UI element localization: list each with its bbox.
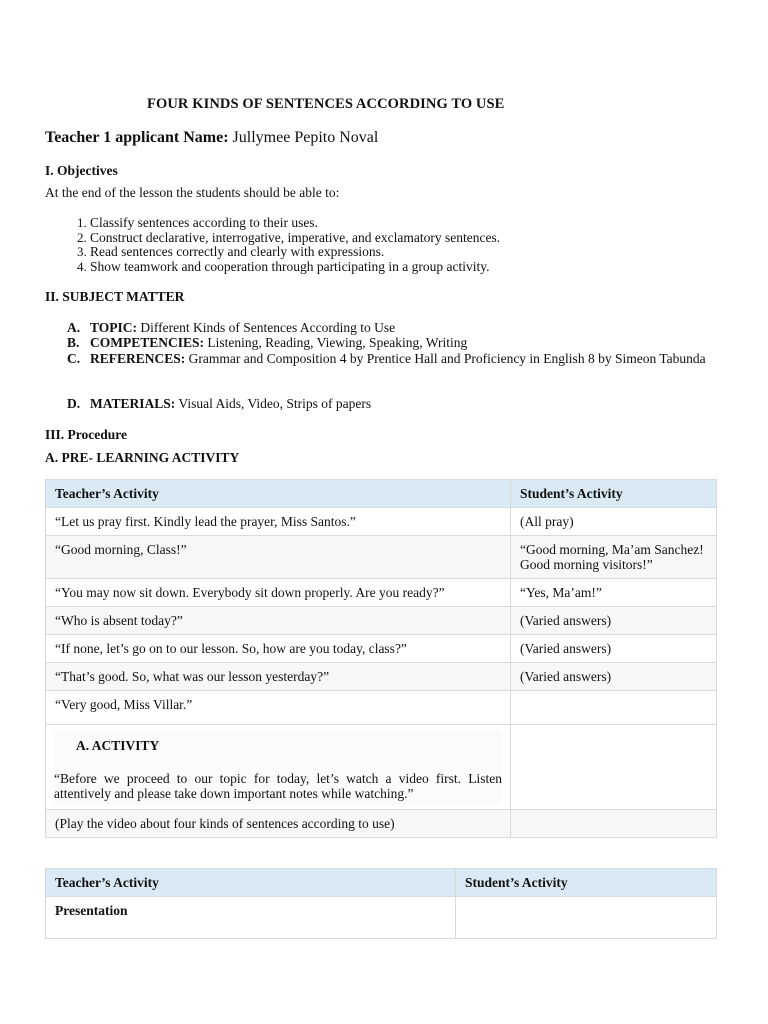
item-letter: A. (67, 320, 81, 335)
objectives-heading: I. Objectives (45, 163, 118, 178)
item-text: Grammar and Composition 4 by Prentice Hall and Proficiency in English 8 by Simeon Tabunda (188, 350, 706, 366)
subject-item-materials-wrap (67, 396, 707, 411)
column-header-teacher: Teacher’s Activity (46, 869, 456, 897)
subject-matter-heading: II. SUBJECT MATTER (45, 289, 185, 304)
student-cell (511, 725, 717, 810)
subject-item-materials (67, 396, 707, 411)
subject-item-references (67, 351, 707, 366)
table-row (46, 635, 717, 663)
column-header-teacher: Teacher’s Activity (46, 480, 511, 508)
activity-heading: A. ACTIVITY (76, 738, 160, 753)
document-title: FOUR KINDS OF SENTENCES ACCORDING TO USE (147, 96, 505, 112)
activity-text: “Before we proceed to our topic for today, let’s watch a video first. Listen attentively and please take down important notes while watching.” (54, 771, 502, 801)
table-row (46, 691, 717, 725)
applicant-label: Teacher 1 applicant Name: (45, 129, 229, 146)
column-header-student: Student’s Activity (511, 480, 717, 508)
objectives-intro: At the end of the lesson the students should be able to: (45, 185, 340, 200)
item-label: TOPIC: (90, 320, 138, 335)
item-text: Different Kinds of Sentences According to Use (140, 320, 396, 335)
teacher-cell: “Let us pray first. Kindly lead the prayer, Miss Santos.” (46, 508, 511, 536)
teacher-cell: “Very good, Miss Villar.” (46, 691, 511, 725)
objective-item: 3. Read sentences correctly and clearly with expressions. (90, 245, 500, 260)
student-cell (511, 691, 717, 725)
procedure-subheading: A. PRE- LEARNING ACTIVITY (45, 450, 240, 465)
table-row (46, 897, 717, 939)
student-cell (511, 810, 717, 838)
pre-learning-table (45, 479, 717, 838)
item-letter: B. (67, 335, 80, 351)
objective-item: 2. Construct declarative, interrogative, imperative, and exclamatory sentences. (90, 231, 500, 246)
objective-item: 1. Classify sentences according to their uses. (90, 216, 500, 231)
teacher-cell: “You may now sit down. Everybody sit down properly. Are you ready?” (46, 579, 511, 607)
student-cell: “Good morning, Ma’am Sanchez! Good morning visitors!” (511, 536, 717, 579)
student-cell: (Varied answers) (511, 635, 717, 663)
table-row-activity (46, 725, 717, 810)
teacher-cell: “That’s good. So, what was our lesson yesterday?” (46, 663, 511, 691)
item-text: Listening, Reading, Viewing, Speaking, Writing (207, 335, 468, 351)
table-row (46, 607, 717, 635)
objective-item: 4. Show teamwork and cooperation through participating in a group activity. (90, 260, 500, 275)
objectives-list (45, 216, 500, 274)
column-header-student: Student’s Activity (456, 869, 717, 897)
table-row (46, 536, 717, 579)
presentation-table (45, 868, 717, 939)
activity-block (54, 730, 502, 805)
teacher-cell: “If none, let’s go on to our lesson. So, how are you today, class?” (46, 635, 511, 663)
table-row (46, 663, 717, 691)
applicant-line (45, 129, 378, 147)
teacher-cell: (Play the video about four kinds of sentences according to use) (46, 810, 511, 838)
item-letter: D. (67, 396, 81, 411)
table-row (46, 810, 717, 838)
item-label: COMPETENCIES: (90, 335, 205, 351)
subject-item-topic (67, 320, 707, 335)
student-cell: (Varied answers) (511, 607, 717, 635)
item-text: Visual Aids, Video, Strips of papers (178, 396, 372, 411)
subject-matter-list (67, 320, 707, 366)
teacher-cell: “Who is absent today?” (46, 607, 511, 635)
applicant-name: Jullymee Pepito Noval (232, 129, 379, 146)
student-cell (456, 897, 717, 939)
teacher-cell: “Good morning, Class!” (46, 536, 511, 579)
item-label: REFERENCES: (90, 350, 186, 366)
subject-item-competencies (67, 335, 707, 350)
activity-cell (46, 725, 511, 810)
student-cell: (All pray) (511, 508, 717, 536)
table-row (46, 579, 717, 607)
student-cell: (Varied answers) (511, 663, 717, 691)
table-row (46, 508, 717, 536)
student-cell: “Yes, Ma’am!” (511, 579, 717, 607)
item-label: MATERIALS: (90, 396, 176, 411)
presentation-label: Presentation (46, 897, 456, 939)
item-letter: C. (67, 350, 81, 366)
procedure-heading: III. Procedure (45, 427, 127, 442)
